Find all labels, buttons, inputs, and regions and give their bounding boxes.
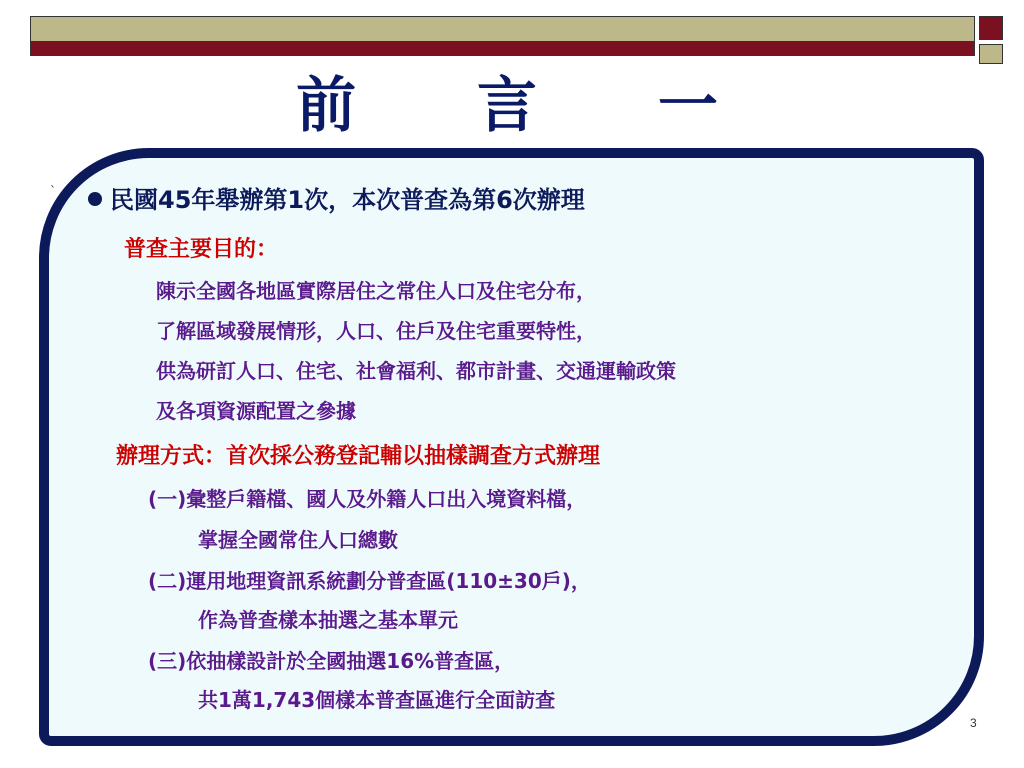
purpose-heading: 普查主要目的： <box>124 237 279 262</box>
top-decorative-bar <box>30 16 975 56</box>
method-item-continuation: 共1萬1,743個樣本普查區進行全面訪查 <box>198 688 556 712</box>
method-item: (一)彙整戶籍檔、國人及外籍人口出入境資料檔， <box>148 487 587 511</box>
purpose-line: 了解區域發展情形，人口、住戶及住宅重要特性， <box>156 319 596 343</box>
page-number: 3 <box>970 716 977 730</box>
top-bar-olive-stripe <box>31 17 974 41</box>
corner-square-maroon <box>979 16 1003 40</box>
slide-title: 前 言 一 <box>296 71 768 141</box>
purpose-line: 陳示全國各地區實際居住之常住人口及住宅分布， <box>156 279 596 303</box>
stray-mark: ` <box>50 184 56 198</box>
method-item-continuation: 掌握全國常住人口總數 <box>198 528 398 552</box>
purpose-line: 供為研訂人口、住宅、社會福利、都市計畫、交通運輸政策 <box>156 359 676 383</box>
method-item-continuation: 作為普查樣本抽選之基本單元 <box>198 608 458 632</box>
corner-square-olive <box>979 44 1003 64</box>
bullet-dot-icon <box>88 192 102 206</box>
method-heading: 辦理方式：首次採公務登記輔以抽樣調查方式辦理 <box>116 444 601 469</box>
method-item: (二)運用地理資訊系統劃分普查區(110±30戶)， <box>148 569 591 593</box>
main-bullet <box>88 180 585 215</box>
top-bar-maroon-stripe <box>31 41 974 56</box>
purpose-line: 及各項資源配置之參據 <box>156 399 356 423</box>
main-bullet-text: 民國45年舉辦第1次，本次普查為第6次辦理 <box>110 186 585 214</box>
method-item: (三)依抽樣設計於全國抽選16%普查區， <box>148 649 515 673</box>
